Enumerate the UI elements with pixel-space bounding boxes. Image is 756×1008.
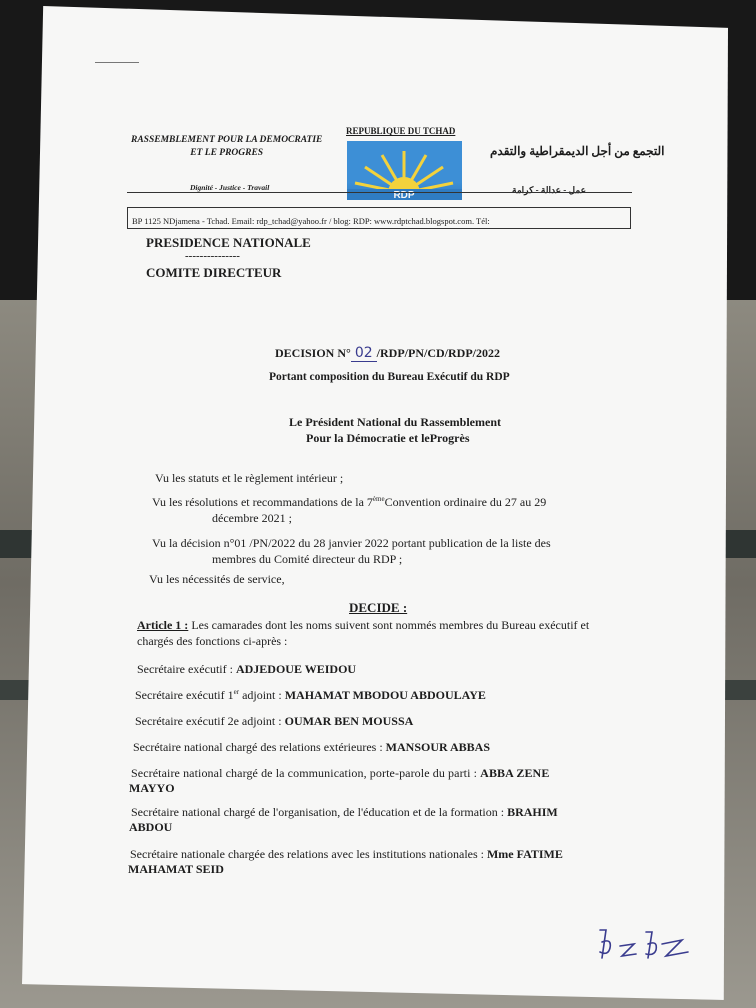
appointment-name: MANSOUR ABBAS bbox=[385, 740, 491, 754]
title-separator: --------------- bbox=[185, 250, 240, 262]
appointment-name: ADJEDOUE WEIDOU bbox=[235, 662, 357, 676]
appointment-row bbox=[135, 688, 486, 703]
appointment-row bbox=[131, 766, 549, 781]
party-name-line1: RASSEMBLEMENT POUR LA DEMOCRATIE bbox=[131, 135, 323, 145]
appointment-row bbox=[135, 714, 413, 729]
appointment-name: Mme FATIME bbox=[486, 847, 563, 861]
decision-number: 02 bbox=[351, 345, 377, 362]
decide-heading: DECIDE : bbox=[349, 600, 408, 615]
appointment-name-cont: MAHAMAT SEID bbox=[128, 862, 224, 876]
appointment-role: Secrétaire exécutif 2e adjoint : bbox=[135, 714, 285, 728]
appointment-name: BRAHIM bbox=[507, 805, 558, 819]
ordinal-superscript: ème bbox=[372, 495, 385, 503]
party-motto: Dignité - Justice - Travail bbox=[190, 183, 270, 192]
consideration-2-cont: décembre 2021 ; bbox=[212, 511, 292, 525]
appointment-role: Secrétaire nationale chargée des relations avec les institutions nationales : bbox=[130, 847, 487, 861]
appointment-role: Secrétaire national chargé des relations extérieures : bbox=[133, 740, 386, 754]
republic-heading: REPUBLIQUE DU TCHAD bbox=[346, 126, 456, 136]
party-name-line2: ET LE PROGRES bbox=[190, 148, 264, 158]
appointment-name-cont: MAYYO bbox=[129, 781, 175, 795]
consideration-2-text: Vu les résolutions et recommandations de la 7 bbox=[152, 495, 373, 509]
appointment-role: Secrétaire exécutif 1 bbox=[135, 688, 234, 702]
signature-icon bbox=[596, 922, 696, 962]
appointment-row bbox=[137, 662, 356, 677]
appointment-row bbox=[130, 847, 563, 862]
consideration-1: Vu les statuts et le règlement intérieur ; bbox=[155, 471, 344, 485]
authority-line2: Pour la Démocratie et leProgrès bbox=[306, 431, 470, 445]
appointment-row bbox=[131, 805, 558, 820]
ordinal-superscript: er bbox=[233, 688, 240, 696]
consideration-3-cont: membres du Comité directeur du RDP ; bbox=[212, 552, 403, 566]
comite-title: COMITE DIRECTEUR bbox=[146, 265, 282, 280]
decision-title bbox=[275, 345, 500, 361]
appointment-role: Secrétaire national chargé de l'organisation, de l'éducation et de la formation : bbox=[131, 805, 508, 819]
party-name bbox=[131, 134, 322, 160]
presidence-title: PRESIDENCE NATIONALE bbox=[146, 235, 311, 250]
authority-line1: Le Président National du Rassemblement bbox=[289, 415, 501, 429]
article-label: Article 1 : bbox=[137, 618, 189, 632]
logo-text: RDP bbox=[393, 190, 415, 200]
consideration-3: Vu la décision n°01 /PN/2022 du 28 janvier 2022 portant publication de la liste des bbox=[152, 536, 551, 550]
decision-prefix: DECISION N° bbox=[275, 346, 351, 360]
arabic-party-name: التجمع من أجل الديمقراطية والتقدم bbox=[490, 144, 665, 158]
article-1 bbox=[137, 618, 589, 633]
appointment-name: OUMAR BEN MOUSSA bbox=[284, 714, 414, 728]
decision-suffix: /RDP/PN/CD/RDP/2022 bbox=[376, 346, 500, 360]
article-text-cont: chargés des fonctions ci-après : bbox=[137, 634, 288, 648]
arabic-motto: عمل - عدالة - كرامة bbox=[512, 185, 586, 195]
appointment-role-end: adjoint : bbox=[239, 688, 285, 702]
decision-subject: Portant composition du Bureau Exécutif du RDP bbox=[269, 371, 510, 383]
consideration-2 bbox=[152, 495, 546, 510]
appointment-role: Secrétaire national chargé de la communication, porte-parole du parti : bbox=[131, 766, 481, 780]
appointment-role: Secrétaire exécutif : bbox=[137, 662, 236, 676]
appointment-name: ABBA ZENE bbox=[480, 766, 550, 780]
address-line: BP 1125 NDjamena - Tchad. Email: rdp_tchad@yahoo.fr / blog: RDP: www.rdptchad.blogspot.com. Tél: bbox=[132, 216, 490, 226]
appointment-row bbox=[133, 740, 490, 755]
appointment-name-cont: ABDOU bbox=[129, 820, 173, 834]
appointment-name: MAHAMAT MBODOU ABDOULAYE bbox=[284, 688, 486, 702]
article-text: Les camarades dont les noms suivent sont nommés membres du Bureau exécutif et bbox=[188, 618, 590, 632]
consideration-2-text-end: Convention ordinaire du 27 au 29 bbox=[384, 495, 547, 509]
header-divider bbox=[127, 192, 632, 193]
pen-mark bbox=[95, 62, 139, 63]
consideration-4: Vu les nécessités de service, bbox=[149, 572, 285, 586]
